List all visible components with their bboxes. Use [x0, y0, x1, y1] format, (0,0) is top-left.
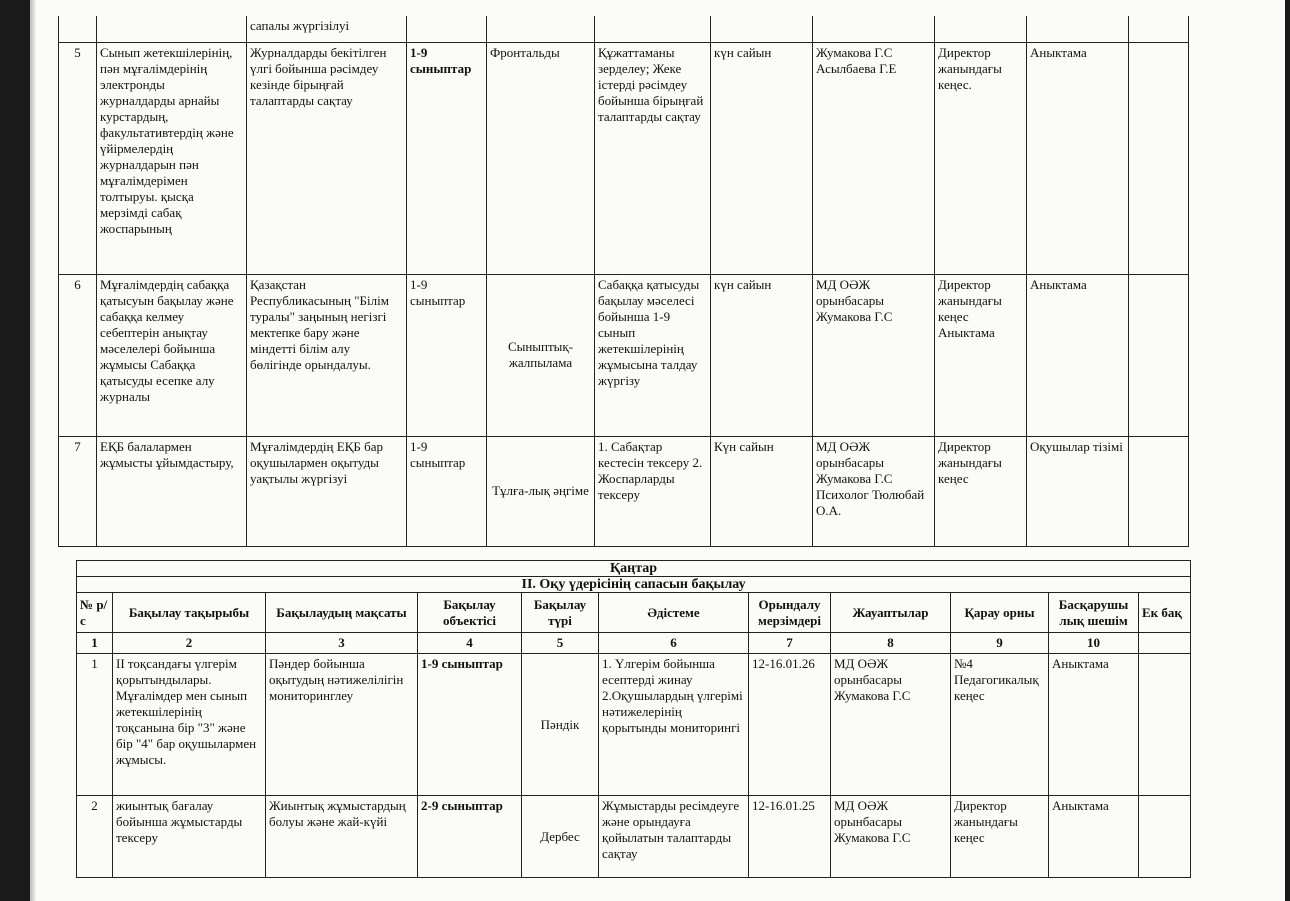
- scan-edge: [30, 0, 36, 901]
- responsible: МД ОӘЖ орынбасары Жумакова Г.С: [831, 654, 951, 796]
- col-header-decision: Басқарушы лық шешім: [1049, 593, 1139, 633]
- table-row: [59, 42, 1189, 274]
- control-object: 1-9 сыныптар: [407, 42, 487, 274]
- control-purpose: Жиынтық жұмыстардың болуы және жай-күйі: [266, 796, 418, 878]
- control-object: 2-9 сыныптар: [418, 796, 522, 878]
- col-number: 10: [1049, 633, 1139, 654]
- decision: Аныктама: [1049, 654, 1139, 796]
- col-number: 8: [831, 633, 951, 654]
- col-header-method: Әдістеме: [599, 593, 749, 633]
- control-object: 1-9 сыныптар: [407, 436, 487, 546]
- col-header-extra: Ек бақ: [1139, 593, 1191, 633]
- deadline: күн сайын: [711, 42, 813, 274]
- section-title: II. Оқу үдерісінің сапасын бақылау: [77, 577, 1191, 593]
- control-type: Тұлға-лық әңгіме: [487, 436, 595, 546]
- decision: Аныктама: [1027, 274, 1129, 436]
- month-row: [77, 561, 1191, 577]
- control-type: Фронтальды: [487, 42, 595, 274]
- control-type: Пәндік: [522, 654, 599, 796]
- control-purpose: Пәндер бойынша оқытудың нәтижелілігін мониторинглеу: [266, 654, 418, 796]
- deadline: күн сайын: [711, 274, 813, 436]
- method: Сабаққа қатысуды бақылау мәселесі бойынша 1-9 сынып жетекшілерінің жұмысына талдау жүргізу: [595, 274, 711, 436]
- control-purpose: Мұғалімдердің ЕҚБ бар оқушылармен оқытуды уақтылы жүргізуі: [247, 436, 407, 546]
- col-header-topic: Бақылау тақырыбы: [113, 593, 266, 633]
- section-row: [77, 577, 1191, 593]
- header-row: [77, 593, 1191, 633]
- col-header-object: Бақылау объектісі: [418, 593, 522, 633]
- carry-cell: сапалы жүргізілуі: [247, 16, 407, 42]
- review-venue: Директор жанындағы кеңес Аныктама: [935, 274, 1027, 436]
- control-topic: Мұғалімдердің сабаққа қатысуын бақылау және сабаққа келмеу себептерін анықтау мәселелері бойынша жұмысы Сабаққа қатысуды есепке алу журналы: [97, 274, 247, 436]
- deadline: 12-16.01.25: [749, 796, 831, 878]
- review-venue: Директор жанындағы кеңес: [951, 796, 1049, 878]
- col-header-venue: Қарау орны: [951, 593, 1049, 633]
- col-header-deadline: Орындалу мерзімдері: [749, 593, 831, 633]
- carry-row: [59, 16, 1189, 42]
- control-plan-table-top: [58, 16, 1189, 547]
- deadline: Күн сайын: [711, 436, 813, 546]
- review-venue: Директор жанындағы кеңес.: [935, 42, 1027, 274]
- col-number: 2: [113, 633, 266, 654]
- table-row: [59, 436, 1189, 546]
- control-object: 1-9 сыныптар: [418, 654, 522, 796]
- row-number: 2: [77, 796, 113, 878]
- responsible: МД ОӘЖ орынбасары Жумакова Г.С: [813, 274, 935, 436]
- control-purpose: Журналдарды бекітілген үлгі бойынша рәсімдеу кезінде бірыңғай талаптарды сақтау: [247, 42, 407, 274]
- method: Құжаттаманы зерделеу; Жеке істерді рәсімдеу бойынша бірыңғай талаптарды сақтау: [595, 42, 711, 274]
- row-number: 5: [59, 42, 97, 274]
- review-venue: Директор жанындағы кеңес: [935, 436, 1027, 546]
- col-header-type: Бақылау түрі: [522, 593, 599, 633]
- deadline: 12-16.01.26: [749, 654, 831, 796]
- col-number: 5: [522, 633, 599, 654]
- control-topic: ЕҚБ балалармен жұмысты ұйымдастыру,: [97, 436, 247, 546]
- control-type: Сыныптық-жалпылама: [487, 274, 595, 436]
- col-header-no: № р/с: [77, 593, 113, 633]
- method: 1. Сабақтар кестесін тексеру 2. Жоспарларды тексеру: [595, 436, 711, 546]
- method: 1. Үлгерім бойынша есептерді жинау 2.Оқушылардың үлгерімі нәтижелерінің қорытынды мониторингі: [599, 654, 749, 796]
- row-number: 1: [77, 654, 113, 796]
- month-title: Қаңтар: [77, 561, 1191, 577]
- col-number: 4: [418, 633, 522, 654]
- control-topic: ІІ тоқсандағы үлгерім қорытындылары. Мұғалімдер мен сынып жетекшілерінің тоқсанына бір "3" және бір "4" бар оқушылармен жұмысы.: [113, 654, 266, 796]
- decision: Оқушылар тізімі: [1027, 436, 1129, 546]
- table-row: [77, 796, 1191, 878]
- review-venue: №4 Педагогикалық кеңес: [951, 654, 1049, 796]
- responsible: МД ОӘЖ орынбасары Жумакова Г.С Психолог Тюлюбай О.А.: [813, 436, 935, 546]
- col-number: 7: [749, 633, 831, 654]
- col-number: 6: [599, 633, 749, 654]
- col-number: 1: [77, 633, 113, 654]
- col-number: 3: [266, 633, 418, 654]
- control-topic: Сынып жетекшілерінің, пән мұғалімдерінің электронды журналдарды арнайы курстардың, факультативтердің және үйірмелердің журналдарын пән мұғалімдерімен толтыруы. қысқа мерзімді сабақ жоспарының: [97, 42, 247, 274]
- col-header-responsible: Жауаптылар: [831, 593, 951, 633]
- control-plan-table-january: [76, 560, 1191, 878]
- column-number-row: [77, 633, 1191, 654]
- responsible: Жумакова Г.С Асылбаева Г.Е: [813, 42, 935, 274]
- control-object: 1-9 сыныптар: [407, 274, 487, 436]
- control-topic: жиынтық бағалау бойынша жұмыстарды тексеру: [113, 796, 266, 878]
- responsible: МД ОӘЖ орынбасары Жумакова Г.С: [831, 796, 951, 878]
- table-row: [59, 274, 1189, 436]
- col-header-purpose: Бақылаудың мақсаты: [266, 593, 418, 633]
- col-number: 9: [951, 633, 1049, 654]
- control-type: Дербес: [522, 796, 599, 878]
- control-purpose: Қазақстан Республикасының "Білім туралы" заңының негізгі мектепке бару және міндетті білім алу бөлігінде орындалуы.: [247, 274, 407, 436]
- row-number: 7: [59, 436, 97, 546]
- decision: Аныктама: [1049, 796, 1139, 878]
- row-number: 6: [59, 274, 97, 436]
- method: Жұмыстарды ресімдеуге және орындауға қойылатын талаптарды сақтау: [599, 796, 749, 878]
- decision: Аныктама: [1027, 42, 1129, 274]
- table-row: [77, 654, 1191, 796]
